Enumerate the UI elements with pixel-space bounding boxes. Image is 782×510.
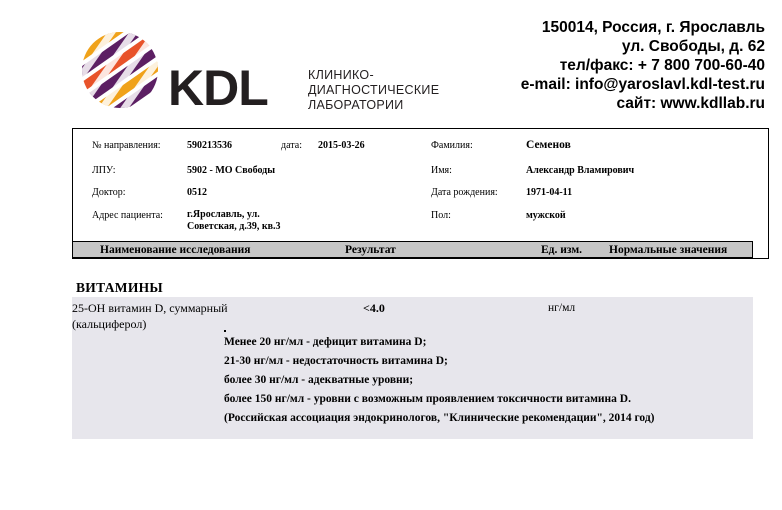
doctor-value: 0512 bbox=[187, 187, 207, 198]
patient-info-box bbox=[72, 128, 769, 259]
name-label: Имя: bbox=[431, 165, 452, 176]
test-result-row bbox=[72, 297, 753, 439]
note-bullet bbox=[224, 330, 226, 332]
reference-notes bbox=[224, 333, 654, 428]
reference-note-line: более 30 нг/мл - адекватные уровни; bbox=[224, 374, 414, 386]
surname-label: Фамилия: bbox=[431, 140, 473, 151]
column-header-test-name: Наименование исследования bbox=[100, 244, 251, 256]
date-label: дата: bbox=[281, 140, 302, 151]
address-value: г.Ярославль, ул. Советская, д.39, кв.3 bbox=[187, 209, 281, 232]
birth-date-value: 1971-04-11 bbox=[526, 187, 573, 198]
test-result-value: <4.0 bbox=[363, 301, 385, 315]
referral-label: № направления: bbox=[92, 140, 161, 151]
doctor-label: Доктор: bbox=[92, 187, 126, 198]
sex-label: Пол: bbox=[431, 210, 451, 221]
sex-value: мужской bbox=[526, 210, 566, 221]
test-unit: нг/мл bbox=[548, 302, 576, 314]
kdl-logo-icon bbox=[80, 30, 160, 110]
column-header-result: Результат bbox=[345, 244, 396, 256]
logo-wordmark: KDL bbox=[168, 60, 268, 116]
lpu-label: ЛПУ: bbox=[92, 165, 116, 176]
address-label: Адрес пациента: bbox=[92, 210, 163, 221]
logo-subtitle-line: ЛАБОРАТОРИИ bbox=[308, 98, 404, 112]
birth-date-label: Дата рождения: bbox=[431, 187, 498, 198]
column-header-unit: Ед. изм. bbox=[541, 244, 583, 256]
logo-subtitle-line: ДИАГНОСТИЧЕСКИЕ bbox=[308, 83, 440, 97]
date-value: 2015-03-26 bbox=[318, 140, 365, 151]
test-name bbox=[72, 300, 228, 332]
test-name-line: (кальциферол) bbox=[72, 317, 147, 331]
referral-value: 590213536 bbox=[187, 140, 232, 151]
reference-note-line: (Российская ассоциация эндокринологов, "Клинические рекомендации", 2014 год) bbox=[224, 412, 655, 424]
lab-contacts bbox=[521, 18, 765, 113]
contact-email: e-mail: info@yaroslavl.kdl-test.ru bbox=[520, 76, 765, 93]
results-table-header bbox=[72, 241, 753, 258]
section-title: ВИТАМИНЫ bbox=[76, 280, 163, 295]
lpu-value: 5902 - МО Свободы bbox=[187, 165, 276, 176]
logo-subtitle bbox=[308, 68, 439, 113]
test-name-line: 25-ОН витамин D, суммарный bbox=[72, 301, 228, 315]
column-header-norm: Нормальные значения bbox=[609, 244, 728, 256]
kdl-logo bbox=[80, 30, 440, 120]
contact-address: 150014, Россия, г. Ярославль bbox=[541, 19, 765, 36]
contact-street: ул. Свободы, д. 62 bbox=[621, 38, 765, 55]
contact-website: сайт: www.kdllab.ru bbox=[616, 95, 765, 112]
contact-phone: тел/факс: + 7 800 700-60-40 bbox=[559, 57, 765, 74]
reference-note-line: Менее 20 нг/мл - дефицит витамина D; bbox=[224, 336, 427, 348]
surname-value: Семенов bbox=[526, 139, 571, 151]
reference-note-line: более 150 нг/мл - уровни с возможным проявлением токсичности витамина D. bbox=[224, 393, 631, 405]
reference-note-line: 21-30 нг/мл - недостаточность витамина D; bbox=[224, 355, 448, 367]
name-value: Александр Вламирович bbox=[526, 165, 635, 176]
logo-subtitle-line: КЛИНИКО- bbox=[308, 68, 374, 82]
